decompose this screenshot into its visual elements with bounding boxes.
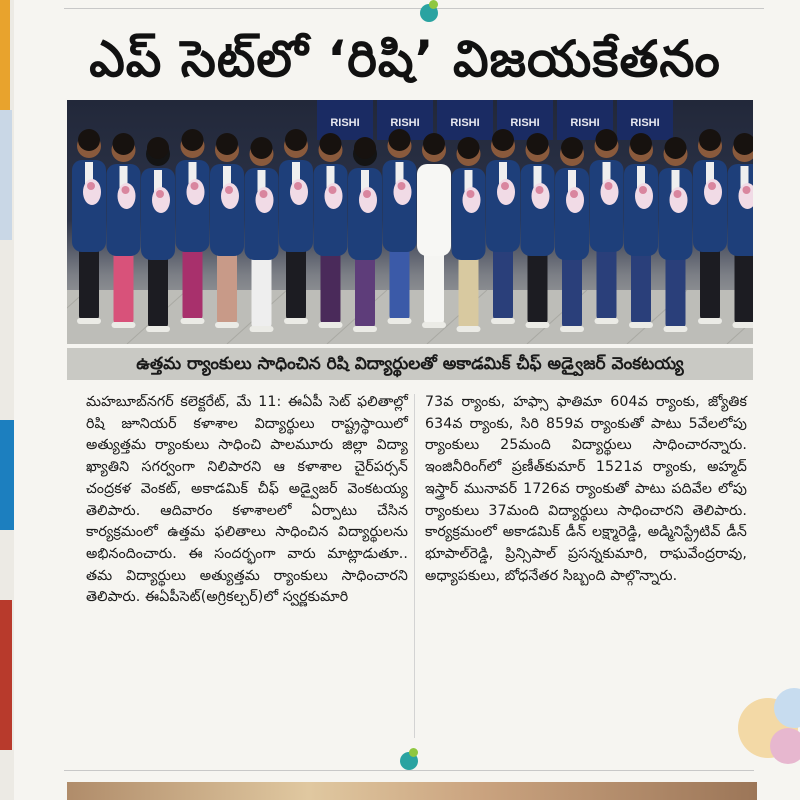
person-hair (354, 137, 376, 159)
person-lower (183, 245, 203, 320)
person-shoes (457, 326, 481, 332)
person-hair (113, 133, 135, 155)
person-hair (216, 133, 238, 155)
person-shoes (698, 318, 722, 324)
decorative-circle (770, 728, 800, 764)
person-shoes (422, 322, 446, 328)
person-hair (78, 129, 100, 151)
backdrop-logo-text: RISHI (510, 117, 540, 129)
person-lower (666, 253, 686, 328)
bottom-divider (64, 770, 754, 771)
person-torso (417, 164, 451, 256)
person-hair (665, 137, 687, 159)
person-lower (631, 249, 651, 324)
person-lower (252, 253, 272, 328)
bouquet-flower (467, 190, 475, 198)
paper-logo-icon-bottom (400, 752, 418, 770)
person-hair (630, 133, 652, 155)
person-shoes (284, 318, 308, 324)
paper-logo-icon (420, 4, 438, 22)
bouquet-flower (156, 190, 164, 198)
backdrop-logo-text: RISHI (570, 117, 600, 129)
person-lower (79, 245, 99, 320)
person-lower (217, 249, 237, 324)
article-column-right (425, 392, 747, 587)
bouquet-flower (708, 182, 716, 190)
person-shoes (77, 318, 101, 324)
person-lower (355, 253, 375, 328)
person-lower (700, 245, 720, 320)
bouquet-flower (122, 186, 130, 194)
bouquet-flower (570, 190, 578, 198)
person-lower (286, 245, 306, 320)
bouquet-flower (225, 186, 233, 194)
article-column-left (86, 392, 408, 609)
person-shoes (526, 322, 550, 328)
person-lower (321, 249, 341, 324)
person-shoes (491, 318, 515, 324)
person-torso (728, 164, 754, 256)
person-shoes (146, 326, 170, 332)
person-hair (251, 137, 273, 159)
backdrop-logo-text: RISHI (450, 117, 480, 129)
person-shoes (595, 318, 619, 324)
photo-caption: ఉత్తమ ర్యాంకులు సాధించిన రిషి విద్యార్థులతో అకాడమిక్ చీఫ్ అడ్వైజర్ వెంకటయ్య (67, 348, 753, 380)
person-hair (527, 133, 549, 155)
person-shoes (629, 322, 653, 328)
person-lower (459, 253, 479, 328)
person-hair (389, 129, 411, 151)
article-paragraph-left: మహబూబ్‌నగర్ కలెక్టరేట్, మే 11: ఈఏపీ సెట్ ఫలితాల్లో రిషి జూనియర్ కళాశాల విద్యార్థులు రాష్ట్రస్థాయిలో అత్యుత్తమ ర్యాంకులు సాధించి పాలమూరు జిల్లా విద్యా ఖ్యాతిని సగర్వంగా నిలిపారని ఆ కళాశాల చైర్‌పర్సన్ చంద్రకళ వెంకట్, అకాడమిక్ చీఫ్ అడ్వైజర్ వెంకటయ్య తెలిపారు. ఆదివారం కళాశాలలో ఏర్పాటు చేసిన కార్యక్రమంలో ఉత్తమ ఫలితాలు సాధించిన విద్యార్థులను అభినందించారు. ఈ సందర్భంగా వారు మాట్లాడుతూ.. తమ విద్యార్థులు అత్యుత్తమ ర్యాంకులు సాధించారని తెలిపారు. ఈఏపీసెట్(అగ్రికల్చర్)లో స్వర్ణకుమారి (86, 394, 408, 606)
person-lower (562, 253, 582, 328)
group-photo (67, 100, 753, 344)
bouquet-flower (743, 186, 751, 194)
bouquet-flower (329, 186, 337, 194)
top-divider (64, 8, 764, 9)
person-lower (493, 245, 513, 320)
person-hair (492, 129, 514, 151)
bouquet-flower (639, 186, 647, 194)
person-shoes (733, 322, 754, 328)
person-shoes (353, 326, 377, 332)
person-hair (285, 129, 307, 151)
person-lower (148, 253, 168, 328)
person-hair (561, 137, 583, 159)
person-shoes (112, 322, 136, 328)
person-hair (147, 137, 169, 159)
person-shoes (319, 322, 343, 328)
bouquet-flower (501, 182, 509, 190)
backdrop-logo-text: RISHI (330, 117, 360, 129)
next-article-photo (67, 782, 757, 800)
bouquet-flower (536, 186, 544, 194)
person-lower (114, 249, 134, 324)
person-lower (597, 245, 617, 320)
article-paragraph-right: 73వ ర్యాంకు, హఫ్సా ఫాతిమా 604వ ర్యాంకు, జ్యోతిక 634వ ర్యాంకు, సిరి 859వ ర్యాంకుతో పాటు 5వేలలోపు ర్యాంకులు 25మంది విద్యార్థులు సాధించారన్నారు. ఇంజినీరింగ్‌లో ప్రణీత్‌కుమార్ 1521వ ర్యాంకు, అహ్మద్ ఇస్త్రార్ మునావర్ 1726వ ర్యాంకుతో పాటు పదివేల లోపు ర్యాంకులు 37మంది విద్యార్థులు సాధించారని తెలిపారు. కార్యక్రమంలో అకాడమిక్ డీన్ లక్ష్మారెడ్డి, అడ్మినిస్ట్రేటివ్ డీన్ భూపాల్‌రెడ్డి, ప్రిన్సిపాల్ ప్రసన్నకుమారి, రాఘవేంద్రరావు, అధ్యాపకులు, బోధనేతర సిబ్బంది పాల్గొన్నారు. (425, 394, 747, 584)
person-shoes (250, 326, 274, 332)
person-shoes (181, 318, 205, 324)
bouquet-flower (87, 182, 95, 190)
backdrop-logo-text: RISHI (630, 117, 660, 129)
person-hair (320, 133, 342, 155)
person-hair (182, 129, 204, 151)
bouquet-flower (363, 190, 371, 198)
bouquet-flower (674, 190, 682, 198)
person-lower (390, 245, 410, 320)
backdrop-logo-text: RISHI (390, 117, 420, 129)
person-lower (528, 249, 548, 324)
bouquet-flower (260, 190, 268, 198)
bouquet-flower (605, 182, 613, 190)
person-hair (423, 133, 445, 155)
bouquet-flower (294, 182, 302, 190)
person-shoes (388, 318, 412, 324)
person-shoes (215, 322, 239, 328)
adjacent-page-strip (0, 0, 14, 800)
person-shoes (560, 326, 584, 332)
person-shoes (664, 326, 688, 332)
column-divider (414, 394, 415, 738)
person-hair (596, 129, 618, 151)
group-photo-image (67, 100, 753, 344)
bouquet-flower (398, 182, 406, 190)
person-lower (735, 249, 754, 324)
bouquet-flower (191, 182, 199, 190)
person-hair (458, 137, 480, 159)
person-hair (699, 129, 721, 151)
headline: ఎప్ సెట్‌లో ‘రిషి’ విజయకేతనం (89, 30, 721, 88)
person-lower (424, 249, 444, 324)
